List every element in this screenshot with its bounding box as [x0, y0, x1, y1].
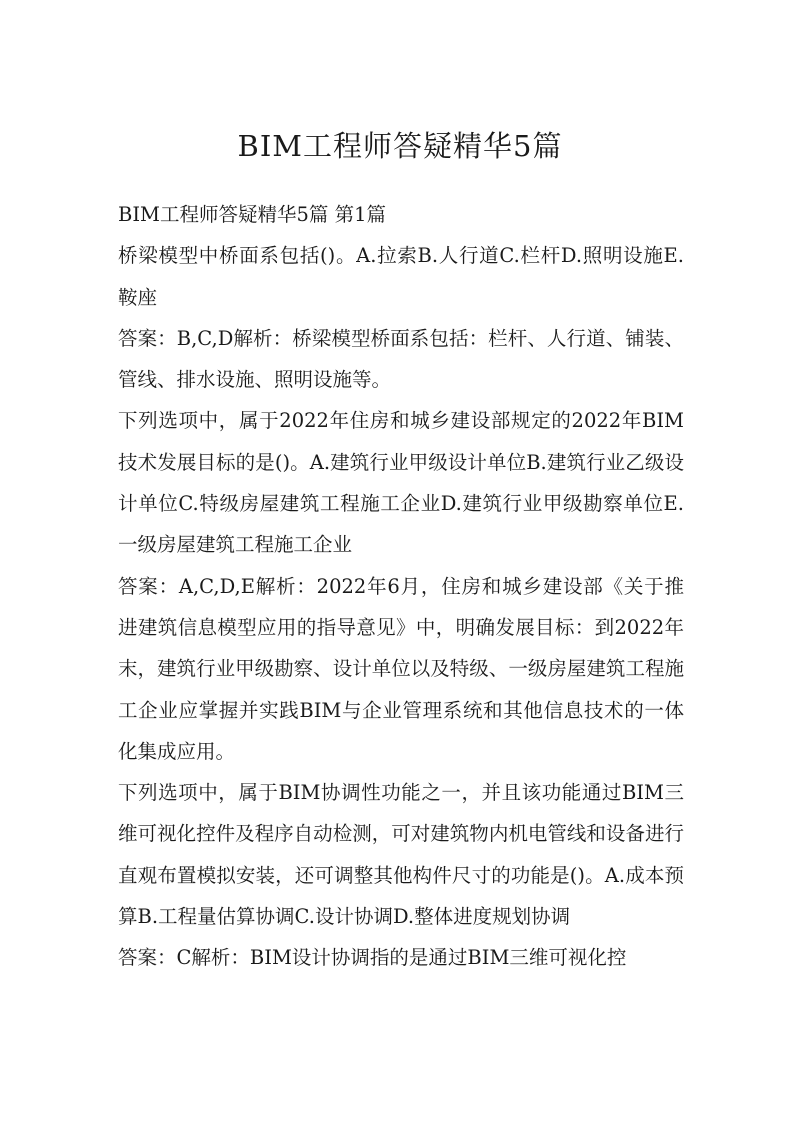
- question-paragraph: 下列选项中，属于BIM协调性功能之一，并且该功能通过BIM三维可视化控件及程序自动检测，可对建筑物内机电管线和设备进行直观布置模拟安装，还可调整其他构件尺寸的功能是()。A.成本预算B.工程量估算协调C.设计协调D.整体进度规划协调: [118, 781, 684, 929]
- answer-paragraph: 答案：A,C,D,E解析：2022年6月，住房和城乡建设部《关于推进建筑信息模型应用的指导意见》中，明确发展目标：到2022年末，建筑行业甲级勘察、设计单位以及特级、一级房屋建筑工程施工企业应掌握并实践BIM与企业管理系统和其他信息技术的一体化集成应用。: [118, 574, 684, 763]
- answer-paragraph: 答案：B,C,D解析：桥梁模型桥面系包括：栏杆、人行道、铺装、管线、排水设施、照明设施等。: [118, 326, 684, 392]
- question-paragraph: 桥梁模型中桥面系包括()。A.拉索B.人行道C.栏杆D.照明设施E.鞍座: [118, 244, 684, 309]
- document-title: BIM工程师答疑精华5篇: [237, 129, 563, 163]
- document-body: [118, 194, 684, 979]
- answer-paragraph: 答案：C解析：BIM设计协调指的是通过BIM三维可视化控: [118, 946, 627, 970]
- question-paragraph: 下列选项中，属于2022年住房和城乡建设部规定的2022年BIM技术发展目标的是()。A.建筑行业甲级设计单位B.建筑行业乙级设计单位C.特级房屋建筑工程施工企业D.建筑行业甲级勘察单位E.一级房屋建筑工程施工企业: [118, 409, 684, 557]
- section-heading: BIM工程师答疑精华5篇 第1篇: [118, 203, 387, 226]
